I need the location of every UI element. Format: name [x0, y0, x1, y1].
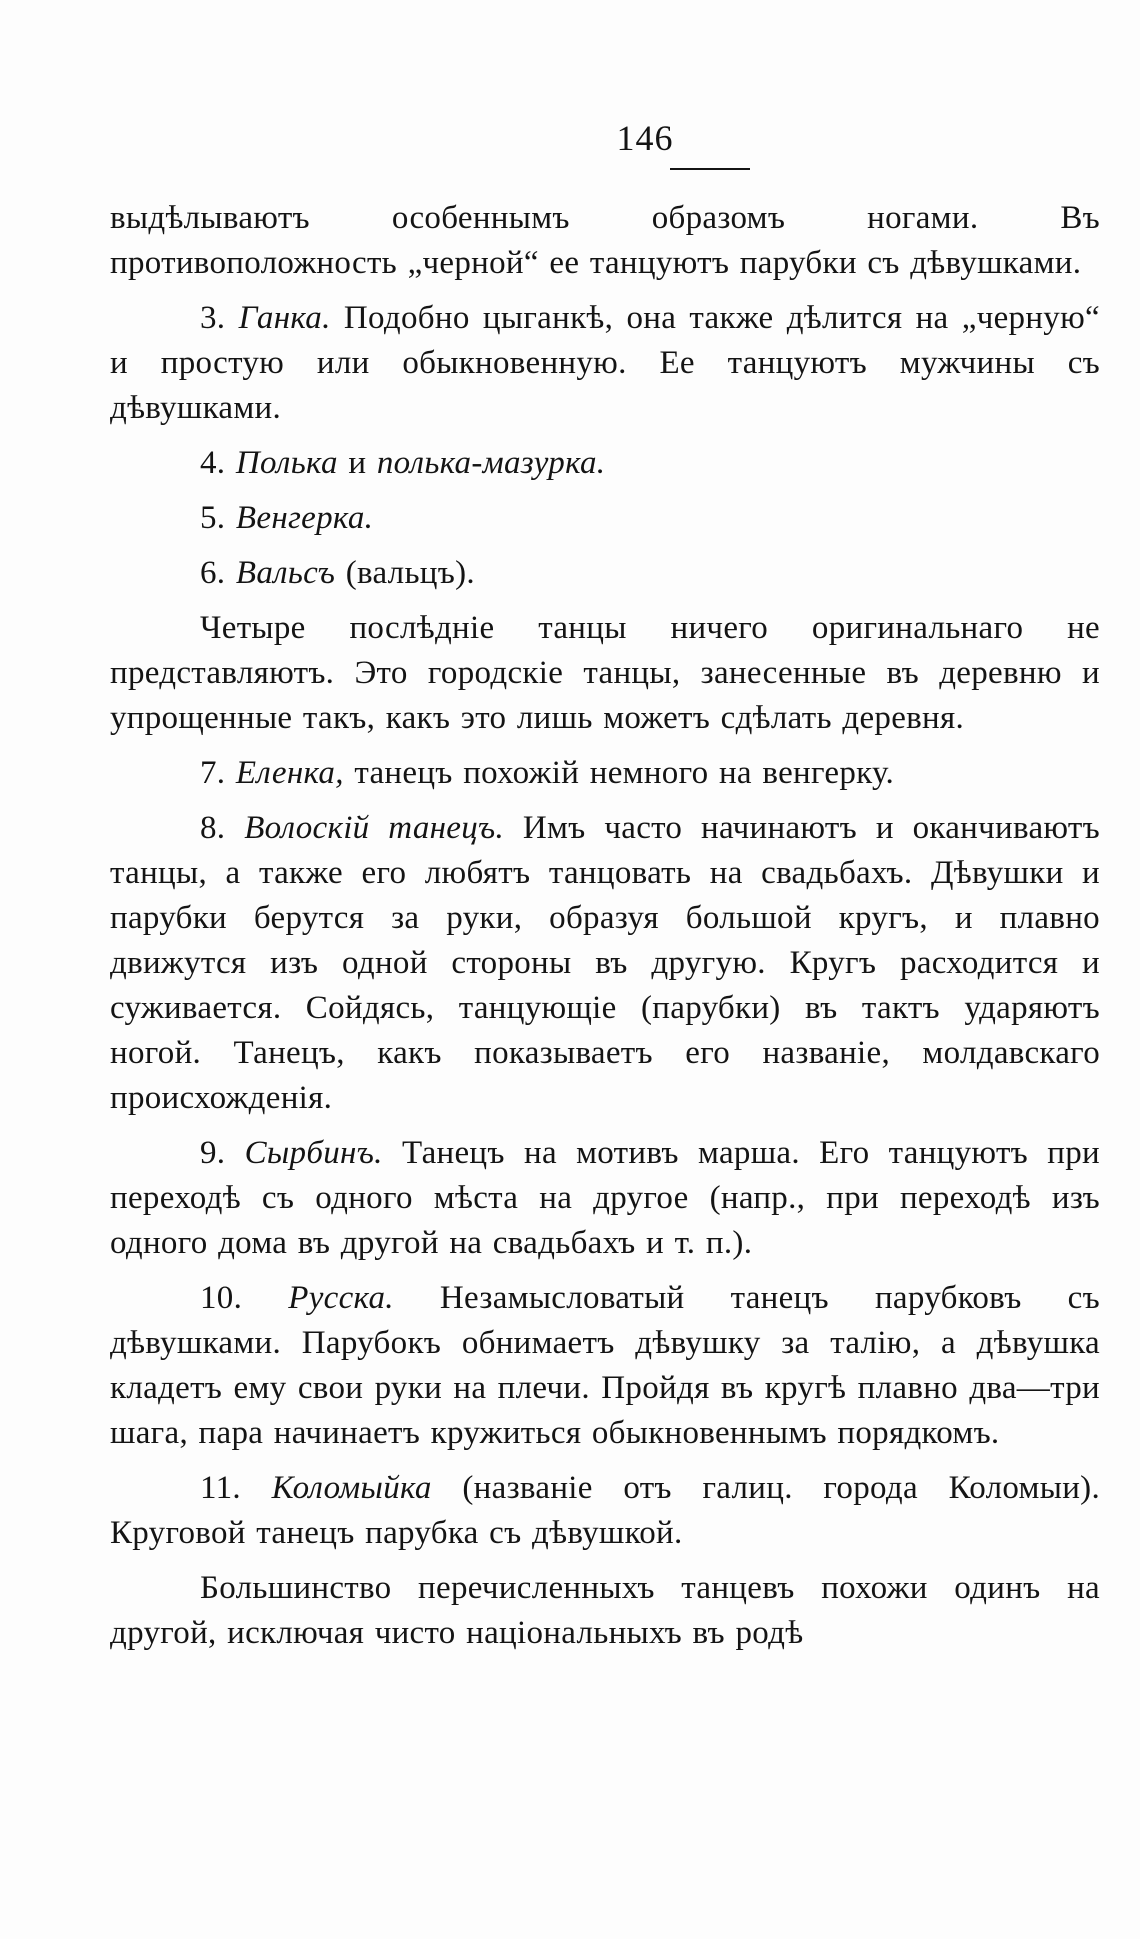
item-number: 11.: [200, 1470, 241, 1506]
item-number: 10.: [200, 1280, 243, 1316]
page-number: 146: [616, 118, 674, 158]
list-item-polka: [110, 441, 1100, 486]
paragraph-summary: [110, 1566, 1100, 1656]
list-item-voloskiy: [110, 806, 1100, 1121]
dance-name: Сырбинъ.: [244, 1135, 383, 1171]
item-number: 3.: [200, 300, 226, 336]
dance-name-secondary: полька-мазурка.: [376, 445, 606, 481]
list-item-syrbin: [110, 1131, 1100, 1266]
dance-name: Полька: [235, 445, 338, 481]
list-item-russka: [110, 1276, 1100, 1456]
paragraph-text: (названіе отъ галиц. города Коломыи). Круговой танецъ парубка съ дѣвушкой.: [110, 1470, 1101, 1551]
paragraph-text: выдѣлываютъ особеннымъ образомъ ногами. Въ противоположность „черной“ ее танцуютъ парубки съ дѣвушками.: [110, 200, 1100, 281]
paragraph-text: Имъ часто начинаютъ и оканчиваютъ танцы, а также его любятъ танцовать на свадьбахъ. Дѣвушки и парубки берутся за руки, образуя большой кругъ, и плавно движутся изъ одной стороны въ другую. Кругъ расходится и суживается. Сойдясь, танцующіе (парубки) въ тактъ ударяютъ ногой. Танецъ, какъ показываетъ его названіе, молдавскаго происхожденія.: [110, 810, 1100, 1116]
paragraph-text: Большинство перечисленныхъ танцевъ похожи одинъ на другой, исключая чисто національныхъ въ родѣ: [110, 1570, 1100, 1651]
body-text: [110, 196, 1100, 1656]
paragraph-text: Незамысловатый танецъ парубковъ съ дѣвушками. Парубокъ обнимаетъ дѣвушку за талію, а дѣвушка кладетъ ему свои руки на плечи. Пройдя въ кругѣ плавно два—три шага, пара начинаетъ кружиться обыкновеннымъ порядкомъ.: [110, 1280, 1100, 1451]
list-item-ganka: [110, 296, 1100, 431]
item-number: 4.: [200, 445, 226, 481]
dance-name: Еленка,: [235, 755, 344, 791]
dance-name: Венгерка.: [235, 500, 374, 536]
page-number-rule: [670, 168, 750, 170]
list-item-vengerka: [110, 496, 1100, 541]
document-page: [110, 118, 1100, 1666]
paragraph-text: Четыре послѣдніе танцы ничего оригинальнаго не представляютъ. Это городскіе танцы, занесенные въ деревню и упрощенные такъ, какъ это лишь можетъ сдѣлать деревня.: [110, 610, 1100, 736]
dance-name: Волоскій танецъ.: [244, 810, 505, 846]
dance-name: Вальсъ: [235, 555, 336, 591]
dance-name: Коломыйка: [271, 1470, 432, 1506]
list-item-elenka: [110, 751, 1100, 796]
paragraph-city-dances: [110, 606, 1100, 741]
paragraph-text: Подобно цыганкѣ, она также дѣлится на „черную“ и простую или обыкновенную. Ее танцуютъ мужчины съ дѣвушками.: [110, 300, 1100, 426]
paragraph-continuation: [110, 196, 1100, 286]
paragraph-text: Танецъ на мотивъ марша. Его танцуютъ при переходѣ съ одного мѣста на другое (напр., при переходѣ изъ одного дома въ другой на свадьбахъ и т. п.).: [110, 1135, 1100, 1261]
item-number: 6.: [200, 555, 226, 591]
item-number: 9.: [200, 1135, 226, 1171]
item-number: 5.: [200, 500, 226, 536]
list-item-kolomyika: [110, 1466, 1100, 1556]
list-item-vals: [110, 551, 1100, 596]
item-number: 7.: [200, 755, 226, 791]
paragraph-text: танецъ похожій немного на венгерку.: [354, 755, 895, 791]
item-number: 8.: [200, 810, 226, 846]
dance-name: Ганка.: [238, 300, 331, 336]
dance-name: Русска.: [288, 1280, 394, 1316]
paragraph-text: (вальцъ).: [345, 555, 475, 591]
conjunction-text: и: [348, 445, 367, 481]
